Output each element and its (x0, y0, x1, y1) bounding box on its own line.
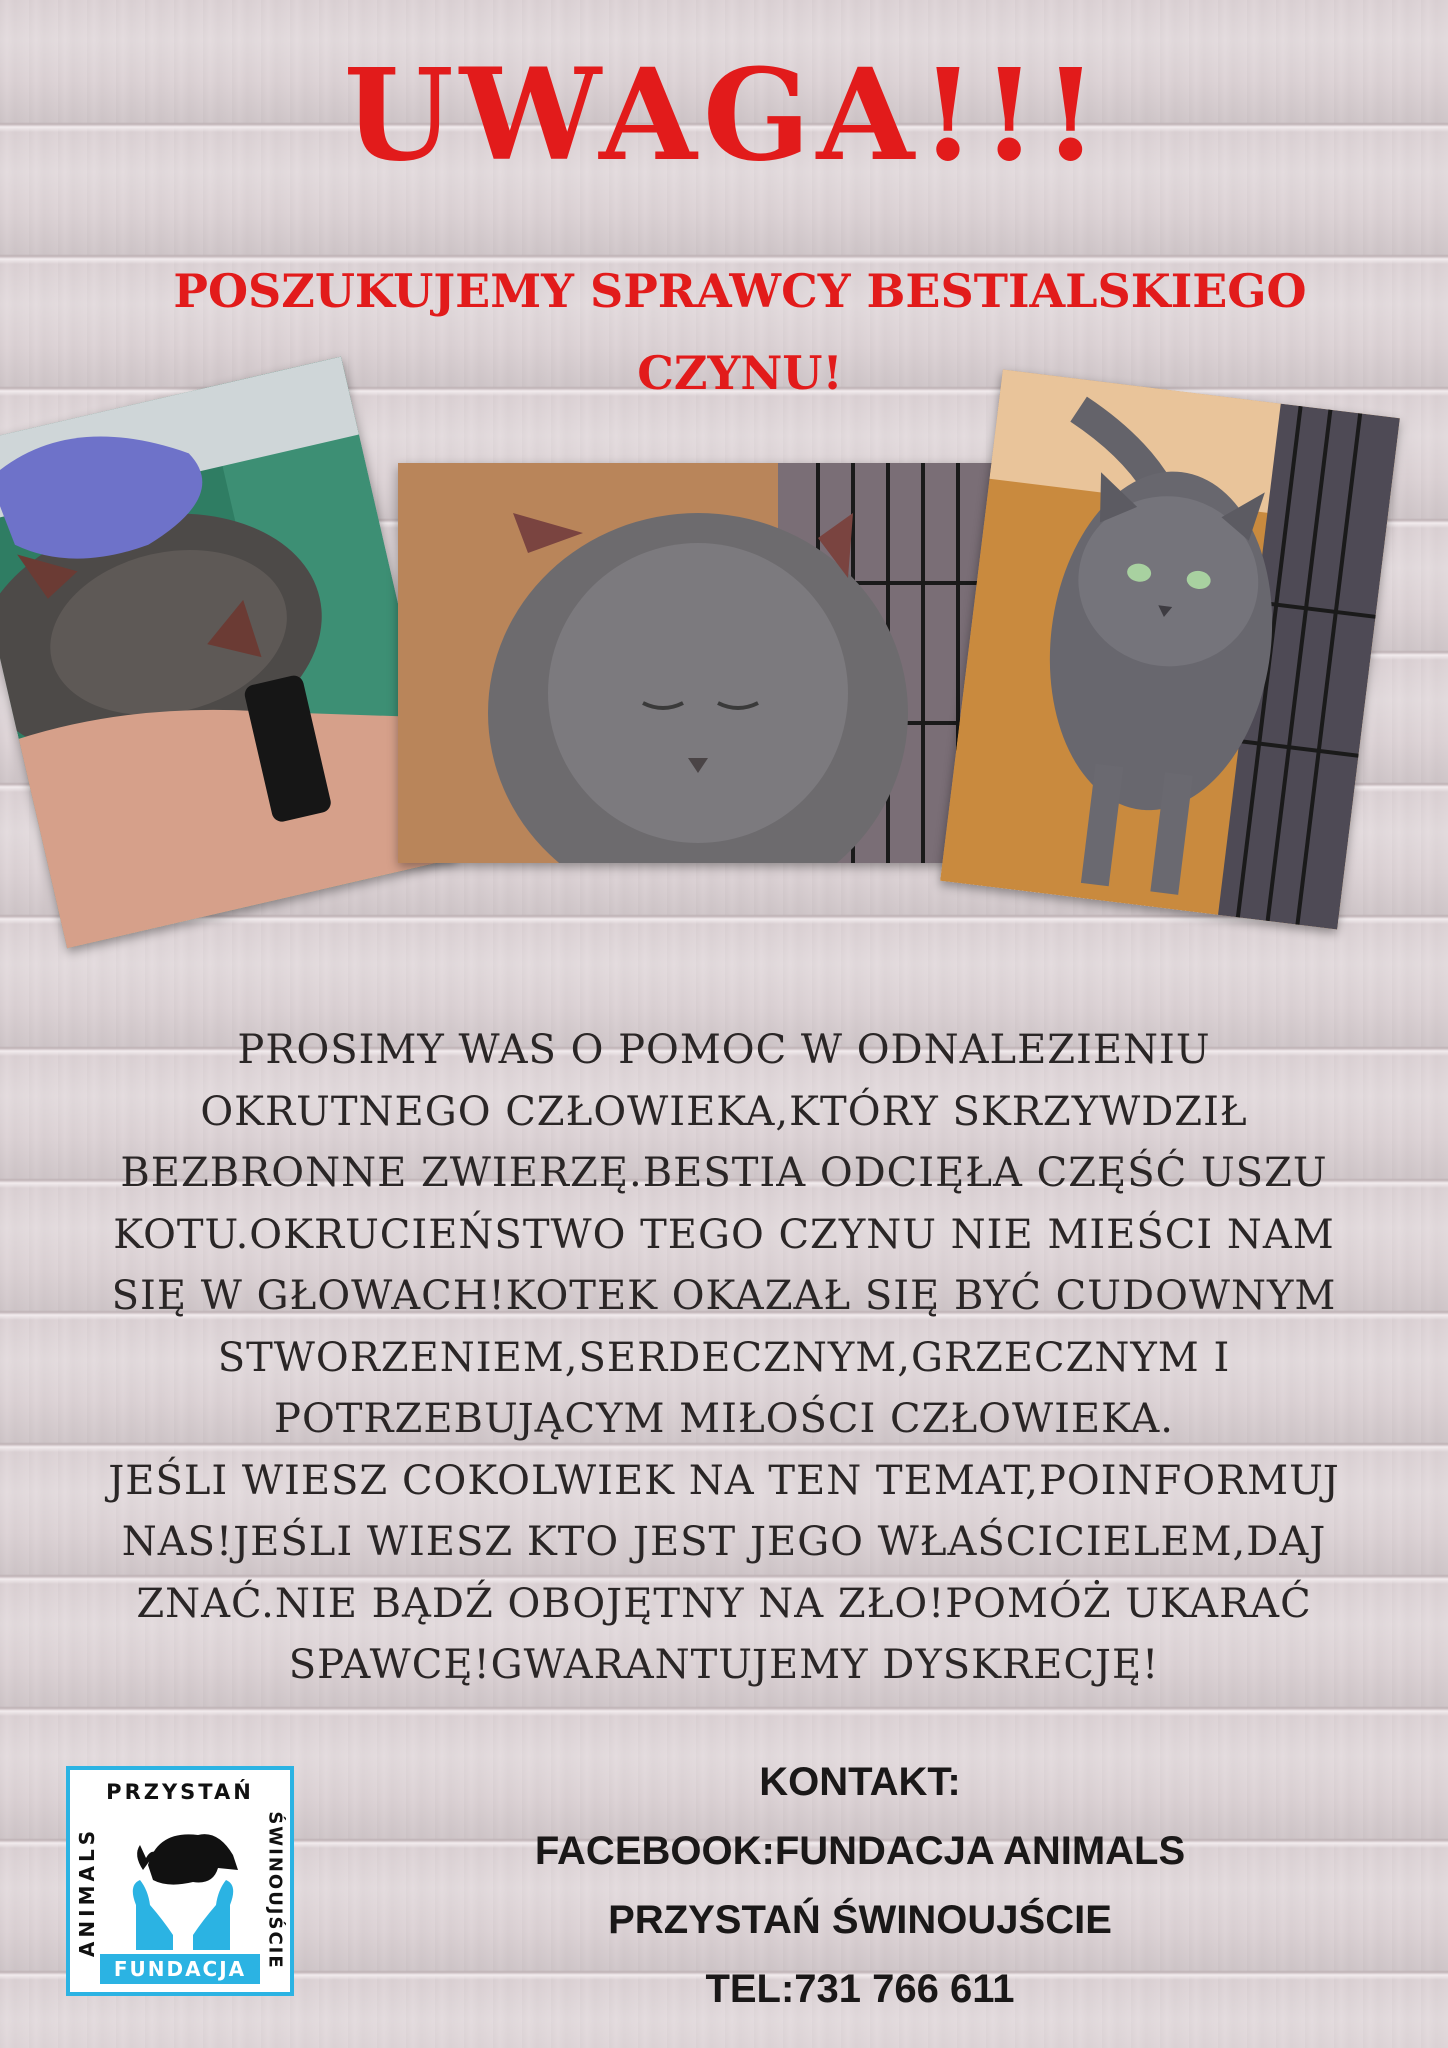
contact-facebook: FACEBOOK:FUNDACJA ANIMALS (534, 1829, 1186, 1873)
logo-text-top: PRZYSTAŃ (106, 1780, 254, 1804)
appeal-text (40, 1020, 1408, 1697)
appeal-line: PROSIMY WAS O POMOC W ODNALEZIENIU (237, 1027, 1211, 1073)
logo-text-right: ŚWINOUJŚCIE (264, 1811, 286, 1970)
appeal-line: SIĘ W GŁOWACH!KOTEK OKAZAŁ SIĘ BYĆ CUDOWNYM (111, 1273, 1337, 1319)
appeal-line: KOTU.OKRUCIEŃSTWO TEGO CZYNU NIE MIEŚCI NAM (113, 1211, 1335, 1258)
appeal-line: JEŚLI WIESZ COKOLWIEK NA TEN TEMAT,POINFORMUJ (108, 1457, 1340, 1504)
headline: UWAGA!!! (343, 41, 1105, 189)
subhead-line: CZYNU! (637, 346, 843, 400)
contact-phone: TEL:731 766 611 (705, 1967, 1015, 2011)
appeal-line: POTRZEBUJĄCYM MIŁOŚCI CZŁOWIEKA. (274, 1396, 1174, 1442)
foundation-logo (66, 1766, 294, 1996)
appeal-line: BEZBRONNE ZWIERZĘ.BESTIA ODCIĘŁA CZĘŚĆ USZU (120, 1150, 1328, 1196)
appeal-line: OKRUTNEGO CZŁOWIEKA,KTÓRY SKRZYWDZIŁ (200, 1088, 1248, 1135)
appeal-line: STWORZENIEM,SERDECZNYM,GRZECZNYM I (217, 1334, 1231, 1381)
dog-cat-hands-icon (118, 1810, 248, 1950)
logo-text-bottom: FUNDACJA (100, 1954, 260, 1984)
logo-text-left: ANIMALS (75, 1826, 99, 1958)
contact-facebook-cont: PRZYSTAŃ ŚWINOUJŚCIE (608, 1898, 1112, 1942)
photo-cat-standing (940, 370, 1400, 930)
photo-cat-closeup (398, 463, 998, 863)
photo-cat-held (0, 357, 457, 949)
appeal-line: ZNAĆ.NIE BĄDŹ OBOJĘTNY NA ZŁO!POMÓŻ UKARAĆ (136, 1580, 1312, 1627)
contact-block (410, 1748, 1310, 2024)
appeal-line: SPAWCĘ!GWARANTUJEMY DYSKRECJĘ! (288, 1642, 1160, 1688)
contact-heading: KONTAKT: (759, 1760, 961, 1804)
subhead-line: POSZUKUJEMY SPRAWCY BESTIALSKIEGO (173, 264, 1307, 318)
appeal-line: NAS!JEŚLI WIESZ KTO JEST JEGO WŁAŚCICIELEM,DAJ (121, 1519, 1327, 1565)
